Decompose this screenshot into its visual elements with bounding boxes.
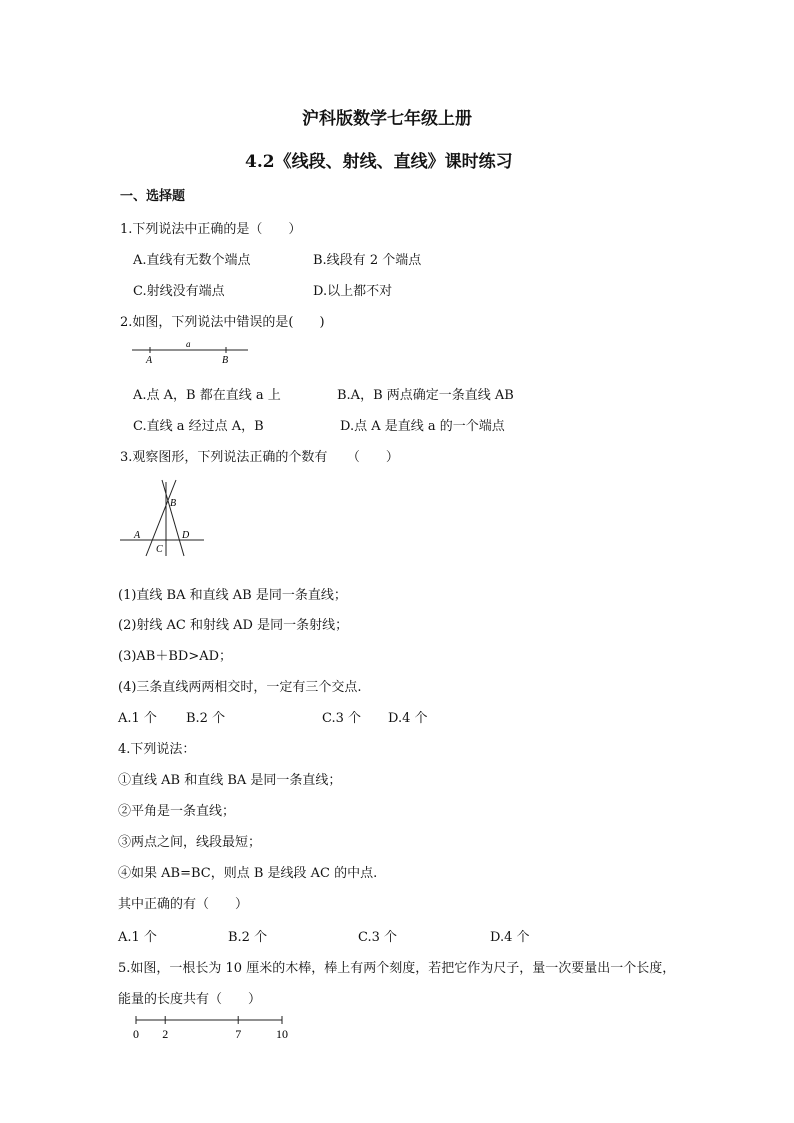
ruler-tick-label: 0 [133, 1027, 139, 1041]
question-3-stem: 3.观察图形，下列说法正确的个数有 （ ） [120, 450, 399, 465]
question-3-statement-2: (2)射线 AC 和射线 AD 是同一条射线； [118, 618, 349, 633]
question-4-question: 其中正确的有（ ） [118, 897, 249, 912]
question-3-statement-4: (4)三条直线两两相交时，一定有三个交点. [118, 680, 362, 695]
question-2-option-d: D.点 A 是直线 a 的一个端点 [340, 419, 505, 434]
question-5-stem-line-1: 5.如图，一根长为 10 厘米的木棒，棒上有两个刻度，若把它作为尺子，量一次要量出一个长度， [118, 961, 676, 976]
question-4-option-c: C.3 个 [358, 930, 398, 945]
question-3-figure [118, 478, 208, 558]
question-1-option-d: D.以上都不对 [313, 284, 393, 299]
question-5-stem-line-2: 能量的长度共有（ ） [118, 992, 262, 1007]
question-3-option-a: A.1 个 [118, 711, 157, 726]
question-2-option-c: C.直线 a 经过点 A，B [133, 419, 264, 434]
question-2-option-a: A.点 A，B 都在直线 a 上 [133, 388, 281, 403]
figure-label-d: D [182, 530, 190, 541]
question-4-stem: 4.下列说法： [118, 742, 196, 757]
question-1-option-b: B.线段有 2 个端点 [313, 253, 422, 268]
question-2-stem: 2.如图，下列说法中错误的是( ) [120, 315, 325, 330]
figure-label-b: B [170, 498, 177, 509]
question-3-statement-3: (3)AB＋BD>AD； [118, 649, 233, 664]
question-4-option-d: D.4 个 [490, 930, 530, 945]
question-1-option-a: A.直线有无数个端点 [133, 253, 251, 268]
question-3-option-d: D.4 个 [388, 711, 428, 726]
question-4-option-a: A.1 个 [118, 930, 157, 945]
figure-label-a: A [134, 530, 141, 541]
question-1-option-c: C.射线没有端点 [133, 284, 225, 299]
figure-label-c: C [156, 544, 163, 555]
question-1-stem: 1.下列说法中正确的是（ ） [120, 222, 302, 237]
ruler-tick-label: 2 [162, 1027, 169, 1041]
figure-label-point-b: B [222, 355, 229, 366]
figure-label-point-a: A [146, 355, 153, 366]
ruler-tick-label: 7 [235, 1027, 242, 1041]
question-4-statement-2: ②平角是一条直线； [118, 804, 236, 819]
figure-label-a: a [186, 339, 191, 349]
question-3-option-c: C.3 个 [322, 711, 362, 726]
question-4-option-b: B.2 个 [228, 930, 268, 945]
question-3-statement-1: (1)直线 BA 和直线 AB 是同一条直线； [118, 588, 347, 603]
doc-subtitle: 4.2《线段、射线、直线》课时练习 [245, 152, 513, 172]
question-2-option-b: B.A，B 两点确定一条直线 AB [337, 388, 514, 403]
question-3-option-b: B.2 个 [186, 711, 226, 726]
question-5-figure [126, 1012, 296, 1044]
doc-title: 沪科版数学七年级上册 [302, 109, 472, 129]
question-2-figure [130, 338, 252, 366]
ruler-tick-label: 10 [276, 1027, 288, 1041]
question-4-statement-3: ③两点之间，线段最短； [118, 835, 262, 850]
section-heading: 一、选择题 [120, 189, 186, 204]
question-4-statement-4: ④如果 AB=BC，则点 B 是线段 AC 的中点. [118, 866, 378, 881]
question-4-statement-1: ①直线 AB 和直线 BA 是同一条直线； [118, 773, 342, 788]
